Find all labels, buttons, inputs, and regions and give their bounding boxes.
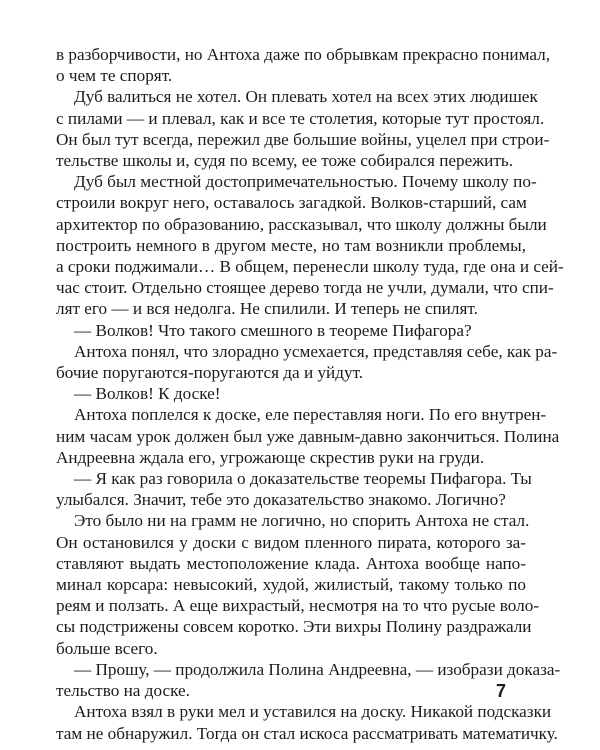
text-line: а сроки поджимали… В общем, перенесли школу туда, где она и сей- bbox=[56, 257, 564, 277]
text-line: там не обнаружил. Тогда он стал искоса рассматривать математичку. bbox=[56, 723, 558, 743]
text-line: час стоит. Отдельно стоящее дерево тогда не учли, думали, что спи- bbox=[56, 278, 554, 298]
text-line: Дуб валиться не хотел. Он плевать хотел на всех этих людишек bbox=[74, 87, 538, 107]
paragraph bbox=[56, 383, 526, 404]
text-line: Антоха понял, что злорадно усмехается, представляя себе, как ра- bbox=[74, 341, 558, 361]
text-line: больше всего. bbox=[56, 638, 158, 658]
paragraph bbox=[56, 510, 540, 658]
text-line: Дуб был местной достопримечательностью. Почему школу по- bbox=[74, 172, 537, 192]
paragraph bbox=[56, 44, 550, 86]
text-line: ставляют выдать местоположение клада. Антоха вообще напо- bbox=[56, 553, 526, 573]
text-line: строили вокруг него, оставалось загадкой. Волков-старший, сам bbox=[56, 193, 527, 213]
paragraph bbox=[56, 171, 564, 319]
paragraph bbox=[56, 404, 560, 468]
text-line: бочие поругаются-поругаются да и уйдут. bbox=[56, 363, 364, 383]
text-line: Андреевна ждала его, угрожающе скрестив руки на груди. bbox=[56, 447, 485, 467]
text-line: сы подстрижены совсем коротко. Эти вихры Полину раздражали bbox=[56, 617, 532, 637]
text-line: улыбался. Значит, тебе это доказательство знакомо. Логично? bbox=[56, 490, 506, 510]
text-line: тельстве школы и, судя по всему, ее тоже собирался пережить. bbox=[56, 151, 513, 171]
paragraph bbox=[56, 701, 558, 743]
paragraph bbox=[56, 320, 526, 341]
text-line: в разборчивости, но Антоха даже по обрывкам прекрасно понимал, bbox=[56, 45, 550, 64]
text-line: Антоха взял в руки мел и уставился на доску. Никакой подсказки bbox=[74, 702, 552, 722]
text-line: ним часам урок должен был уже давным-давно закончиться. Полина bbox=[56, 426, 560, 446]
text-line: минал корсара: невысокий, худой, жилистый, такому только по bbox=[56, 575, 526, 595]
text-line: — Прошу, — продолжила Полина Андреевна, — изобрази доказа- bbox=[74, 659, 561, 679]
paragraph bbox=[56, 341, 558, 383]
page-number: 7 bbox=[496, 681, 507, 701]
text-line: построить немного в другом месте, но там возникли проблемы, bbox=[56, 235, 526, 255]
paragraph bbox=[56, 86, 550, 171]
text-line: — Я как раз говорила о доказательстве теоремы Пифагора. Ты bbox=[74, 469, 532, 489]
text-line: Это было ни на грамм не логично, но спорить Антоха не стал. bbox=[74, 511, 530, 531]
text-line: лят его — и вся недолга. Не спилили. И теперь не спилят. bbox=[56, 299, 478, 319]
text-line: Он остановился у доски с видом пленного пирата, которого за- bbox=[56, 532, 526, 552]
page-text bbox=[56, 44, 564, 744]
text-line: с пилами — и плевал, как и все те столетия, которые тут простоял. bbox=[56, 108, 545, 128]
text-line: Он был тут всегда, пережил две большие войны, уцелел при строи- bbox=[56, 129, 550, 149]
text-line: — Волков! К доске! bbox=[74, 384, 221, 404]
text-line: Антоха поплелся к доске, еле переставляя ноги. По его внутрен- bbox=[74, 405, 547, 425]
text-line: архитектор по образованию, рассказывал, что школу должны были bbox=[56, 214, 547, 234]
text-line: реям и ползать. А еще вихрастый, несмотря на то что русые воло- bbox=[56, 596, 540, 616]
text-line: — Волков! Что такого смешного в теореме Пифагора? bbox=[74, 320, 472, 340]
paragraph bbox=[56, 468, 532, 510]
text-line: о чем те спорят. bbox=[56, 66, 173, 86]
paragraph bbox=[56, 659, 561, 701]
text-line: тельство на доске. bbox=[56, 681, 190, 701]
